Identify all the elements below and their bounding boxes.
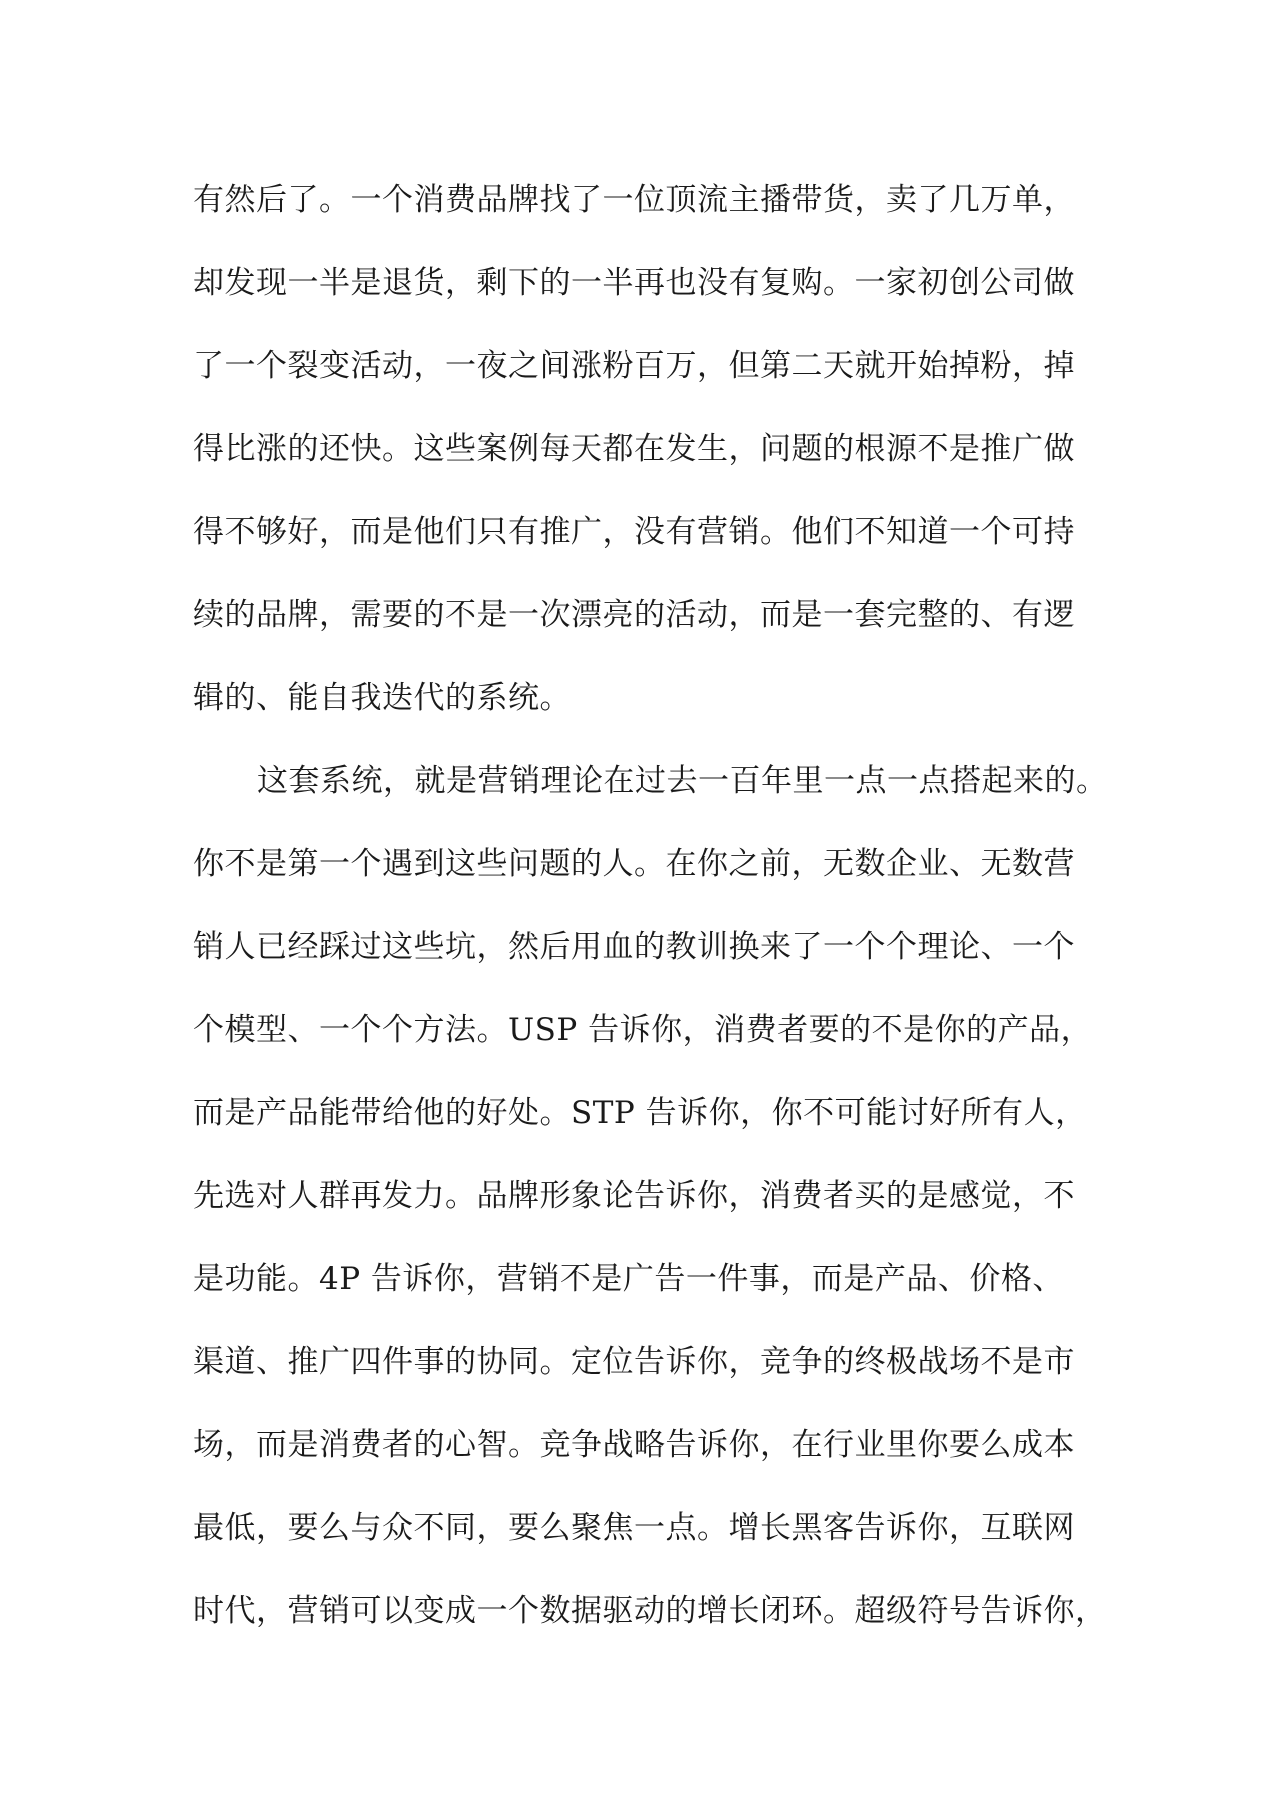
text-line: 辑的、能自我迭代的系统。 bbox=[193, 680, 571, 716]
text-line: 续的品牌，需要的不是一次漂亮的活动，而是一套完整的、有逻 bbox=[193, 597, 1075, 633]
text-line: 个模型、一个个方法。USP 告诉你，消费者要的不是你的产品， bbox=[193, 1012, 1093, 1048]
text-line: 得不够好，而是他们只有推广，没有营销。他们不知道一个可持 bbox=[193, 514, 1075, 550]
text-line: 而是产品能带给他的好处。STP 告诉你，你不可能讨好所有人， bbox=[193, 1095, 1087, 1131]
text-line: 时代，营销可以变成一个数据驱动的增长闭环。超级符号告诉你， bbox=[193, 1593, 1107, 1629]
text-line: 场，而是消费者的心智。竞争战略告诉你，在行业里你要么成本 bbox=[193, 1427, 1075, 1463]
text-line: 渠道、推广四件事的协同。定位告诉你，竞争的终极战场不是市 bbox=[193, 1344, 1075, 1380]
text-line: 销人已经踩过这些坑，然后用血的教训换来了一个个理论、一个 bbox=[193, 929, 1075, 965]
text-line: 是功能。4P 告诉你，营销不是广告一件事，而是产品、价格、 bbox=[193, 1261, 1064, 1297]
text-line: 却发现一半是退货，剩下的一半再也没有复购。一家初创公司做 bbox=[193, 265, 1075, 301]
text-line: 最低，要么与众不同，要么聚焦一点。增长黑客告诉你，互联网 bbox=[193, 1510, 1075, 1546]
text-line: 你不是第一个遇到这些问题的人。在你之前，无数企业、无数营 bbox=[193, 846, 1075, 882]
text-line: 有然后了。一个消费品牌找了一位顶流主播带货，卖了几万单， bbox=[193, 182, 1075, 218]
body-text bbox=[193, 172, 1108, 1666]
text-line: 得比涨的还快。这些案例每天都在发生，问题的根源不是推广做 bbox=[193, 431, 1075, 467]
text-line: 了一个裂变活动，一夜之间涨粉百万，但第二天就开始掉粉，掉 bbox=[193, 348, 1075, 384]
text-line: 先选对人群再发力。品牌形象论告诉你，消费者买的是感觉，不 bbox=[193, 1178, 1075, 1214]
paragraph-first-line: 这套系统，就是营销理论在过去一百年里一点一点搭起来的。 bbox=[257, 763, 1108, 799]
